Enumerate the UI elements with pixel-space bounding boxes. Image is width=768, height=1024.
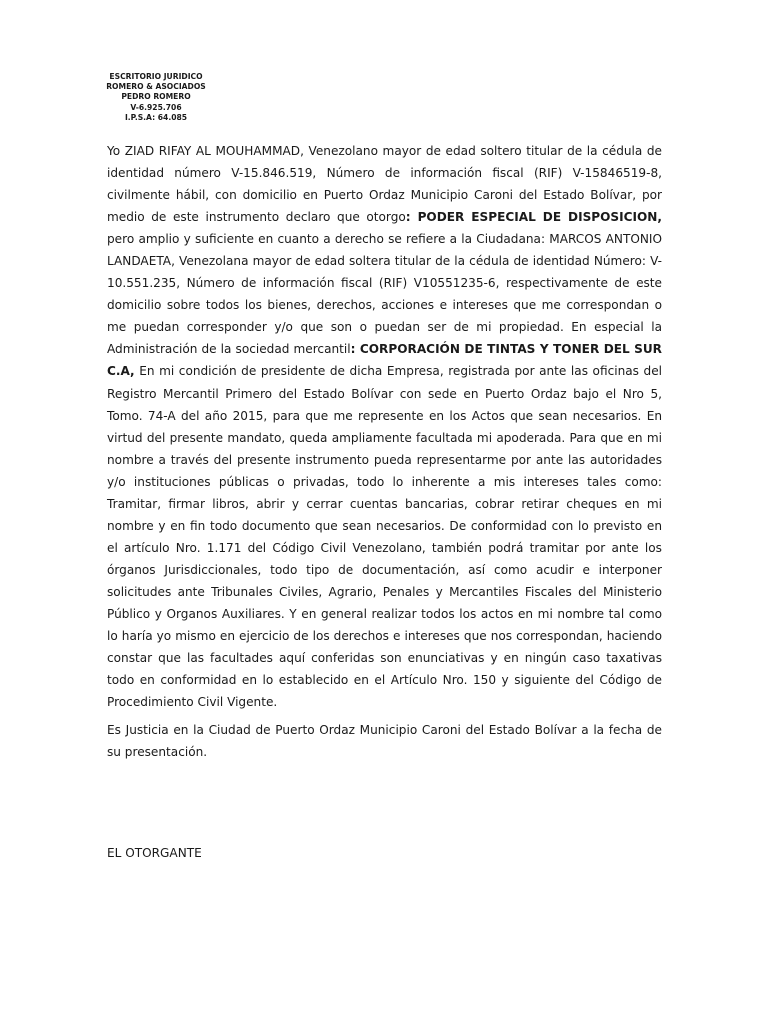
signature-label: EL OTORGANTE <box>107 846 202 860</box>
letterhead-ipsa: I.P.S.A: 64.085 <box>124 112 188 122</box>
letterhead-firm: ESCRITORIO JURIDICO <box>109 72 203 81</box>
paragraph-main-part-3: En mi condición de presidente de dicha Empresa, registrada por ante las oficinas del Registro Mercantil Primero del Estado Bolívar con sede en Puerto Ordaz bajo el Nro 5, Tomo. 74-A del año 2015, para que me represente en los Actos que sean necesarios. En virtud del presente mandato, queda ampliamente facultada mi apoderada. Para que en mi nombre a través del presente instrumento pueda representarme por ante las autoridades y/o instituciones públicas o privadas, todo lo inherente a mis intereses tales como: Tramitar, firmar libros, abrir y cerrar cuentas bancarias, cobrar retirar cheques en mi nombre y en fin todo documento que sean necesarios. De conformidad con lo previsto en el artículo Nro. 1.171 del Código Civil Venezolano, también podrá tramitar por ante los órganos Jurisdiccionales, todo tipo de documentación, así como acudir e interponer solicitudes ante Tribunales Civiles, Agrario, Penales y Mercantiles Fiscales del Ministerio Público y Organos Auxiliares. Y en general realizar todos los actos en mi nombre tal como lo haría yo mismo en ejercicio de los derechos e intereses que nos correspondan, haciendo constar que las facultades aquí conferidas son enunciativas y en ningún caso taxativas todo en conformidad en lo establecido en el Artículo Nro. 150 y siguiente del Código de Procedimiento Civil Vigente. <box>107 364 662 710</box>
poder-especial-title: : PODER ESPECIAL DE DISPOSICION, <box>405 210 663 225</box>
document-body <box>107 140 662 763</box>
company-name: : CORPORACIÓN DE TINTAS Y TONER DEL SUR C.A, <box>107 342 662 379</box>
letterhead-associates: ROMERO & ASOCIADOS <box>106 82 206 92</box>
paragraph-closing: Es Justicia en la Ciudad de Puerto Ordaz Municipio Caroni del Estado Bolívar a la fecha de su presentación. <box>107 723 662 760</box>
paragraph-main <box>107 140 662 713</box>
letterhead-lawyer-name: PEDRO ROMERO <box>121 92 191 102</box>
paragraph-main-part-2: pero amplio y suficiente en cuanto a derecho se refiere a la Ciudadana: MARCOS ANTONIO LANDAETA, Venezolana mayor de edad soltera titular de la cédula de identidad Número: V-10.551.235, Número de información fiscal (RIF) V10551235-6, respectivamente de este domicilio sobre todos los bienes, derechos, acciones e intereses que me correspondan o me puedan corresponder y/o que son o puedan ser de mi propiedad. En especial la Administración de la sociedad mercantil <box>107 232 662 357</box>
letterhead-lawyer-id: V-6.925.706 <box>130 102 182 112</box>
letterhead <box>100 72 212 123</box>
paragraph-main-part-1: Yo ZIAD RIFAY AL MOUHAMMAD, Venezolano mayor de edad soltero titular de la cédula de identidad número V-15.846.519, Número de información fiscal (RIF) V-15846519-8, civilmente hábil, con domicilio en Puerto Ordaz Municipio Caroni del Estado Bolívar, por medio de este instrumento declaro que otorgo <box>107 144 662 225</box>
